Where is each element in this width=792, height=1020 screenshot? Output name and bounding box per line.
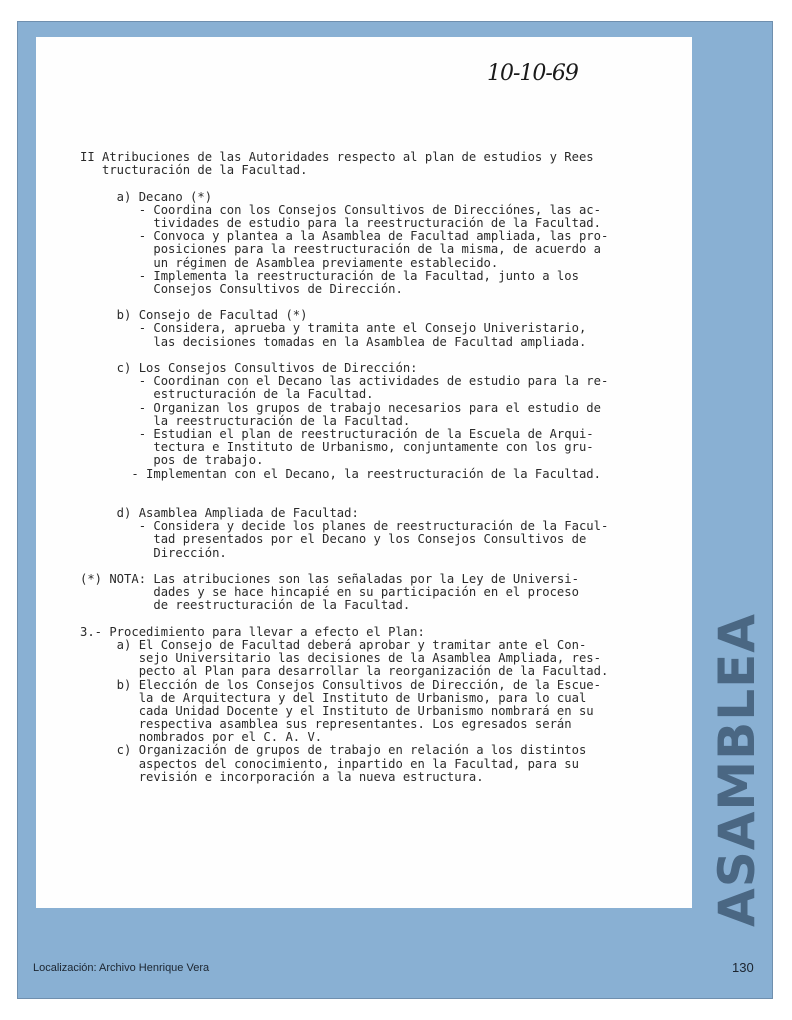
document-line: - Convoca y plantea a la Asamblea de Facultad ampliada, las pro- [80,229,609,244]
document-line: - Considera, aprueba y tramita ante el Consejo Univeristario, [80,321,587,336]
scanned-document [36,37,692,908]
document-line: d) Asamblea Ampliada de Facultad: [80,506,359,521]
document-line: dades y se hace hincapié en su participación en el proceso [80,585,579,600]
document-line: b) Elección de los Consejos Consultivos de Dirección, de la Escue- [80,677,601,692]
document-line: - Organizan los grupos de trabajo necesarios para el estudio de [80,400,601,415]
page-number: 130 [732,960,754,975]
document-line: tructuración de la Facultad. [80,163,308,178]
document-line: - Implementan con el Decano, la reestructuración de la Facultad. [80,466,601,481]
document-line: Consejos Consultivos de Dirección. [80,281,403,296]
document-line: respectiva asamblea sus representantes. Los egresados serán [80,717,572,732]
document-line: a) El Consejo de Facultad deberá aprobar y tramitar ante el Con- [80,637,587,652]
document-line: - Coordina con los Consejos Consultivos de Direcciónes, las ac- [80,202,601,217]
document-line: las decisiones tomadas en la Asamblea de Facultad ampliada. [80,334,587,349]
document-line: - Implementa la reestructuración de la Facultad, junto a los [80,268,579,283]
document-line: 3.- Procedimiento para llevar a efecto el Plan: [80,624,425,639]
document-line: II Atribuciones de las Autoridades respecto al plan de estudios y Rees [80,150,594,164]
document-line: un régimen de Asamblea previamente establecido. [80,255,499,270]
document-line: - Estudian el plan de reestructuración de la Escuela de Arqui- [80,426,594,441]
document-line [80,177,680,190]
document-line: pos de trabajo. [80,453,264,468]
document-line: posiciones para la reestructuración de la misma, de acuerdo a [80,242,601,257]
handwritten-date: 10-10-69 [487,61,578,86]
document-line: sejo Universitario las decisiones de la Asamblea Ampliada, res- [80,651,601,666]
document-line: tad presentados por el Decano y los Consejos Consultivos de [80,532,587,547]
side-title-text: ASAMBLEA [708,613,766,927]
footer-source: Localización: Archivo Henrique Vera [33,962,210,974]
side-title [703,613,771,927]
document-line: nombrados por el C. A. V. [80,730,323,745]
document-line: aspectos del conocimiento, inpartido en la Facultad, para su [80,756,579,771]
document-line: - Coordinan con el Decano las actividades de estudio para la re- [80,374,609,389]
document-line: de reestructuración de la Facultad. [80,598,411,613]
document-line: cada Unidad Docente y el Instituto de Urbanismo nombrará en su [80,703,594,718]
document-line [80,481,680,494]
document-line: a) Decano (*) [80,189,213,204]
document-line: c) Los Consejos Consultivos de Dirección: [80,361,418,375]
document-line: tectura e Instituto de Urbanismo, conjuntamente con los gru- [80,440,594,455]
document-line: la reestructuración de la Facultad. [80,413,411,428]
document-line: tividades de estudio para la reestructuración de la Facultad. [80,215,601,230]
document-line: la de Arquitectura y del Instituto de Urbanismo, para lo cual [80,690,587,705]
document-line: c) Organización de grupos de trabajo en relación a los distintos [80,743,587,758]
document-line: pecto al Plan para desarrollar la reorganización de la Facultad. [80,664,609,679]
document-line: b) Consejo de Facultad (*) [80,308,308,323]
typed-text-block [80,151,680,784]
document-line: revisión e incorporación a la nueva estructura. [80,769,484,784]
document-line: estructuración de la Facultad. [80,387,374,402]
document-line: (*) NOTA: Las atribuciones son las señaladas por la Ley de Universi- [80,572,579,586]
document-line: - Considera y decide los planes de reestructuración de la Facul- [80,519,609,534]
document-line [80,613,680,626]
document-line: Dirección. [80,545,227,560]
